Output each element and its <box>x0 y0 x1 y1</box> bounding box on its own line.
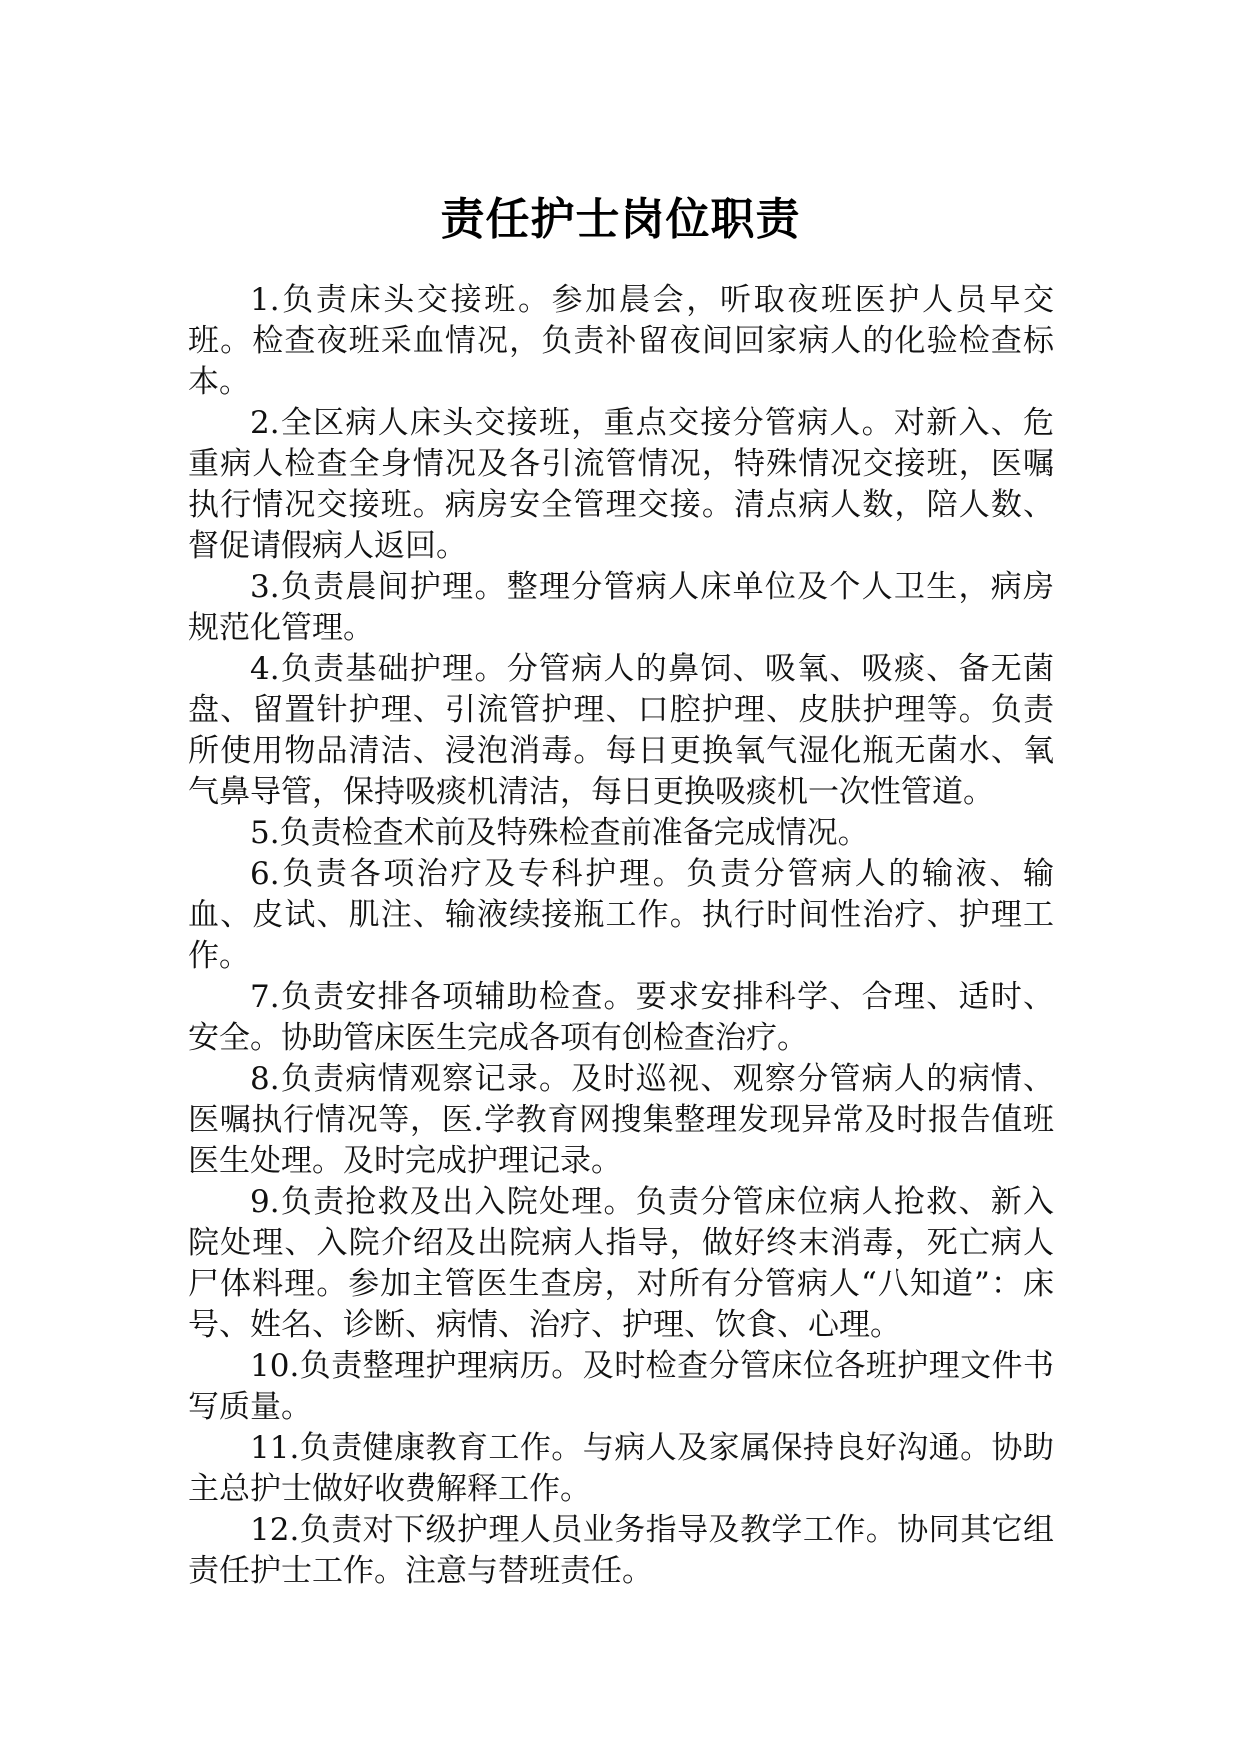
duty-item-7: 7.负责安排各项辅助检查。要求安排科学、合理、适时、安全。协助管床医生完成各项有创检查治疗。 <box>188 979 1054 1056</box>
duty-item-8: 8.负责病情观察记录。及时巡视、观察分管病人的病情、医嘱执行情况等，医.学教育网搜集整理发现异常及时报告值班医生处理。及时完成护理记录。 <box>188 1061 1054 1179</box>
duty-item-6: 6.负责各项治疗及专科护理。负责分管病人的输液、输血、皮试、肌注、输液续接瓶工作。执行时间性治疗、护理工作。 <box>188 856 1054 974</box>
duty-item-9: 9.负责抢救及出入院处理。负责分管床位病人抢救、新入院处理、入院介绍及出院病人指导，做好终末消毒，死亡病人尸体料理。参加主管医生查房，对所有分管病人“八知道”：床号、姓名、诊断、病情、治疗、护理、饮食、心理。 <box>188 1184 1054 1343</box>
duty-item-2: 2.全区病人床头交接班，重点交接分管病人。对新入、危重病人检查全身情况及各引流管情况，特殊情况交接班，医嘱执行情况交接班。病房安全管理交接。清点病人数，陪人数、督促请假病人返回。 <box>188 405 1054 564</box>
duty-item-3: 3.负责晨间护理。整理分管病人床单位及个人卫生，病房规范化管理。 <box>188 569 1054 646</box>
duty-item-5: 5.负责检查术前及特殊检查前准备完成情况。 <box>250 815 869 851</box>
duty-item-10: 10.负责整理护理病历。及时检查分管床位各班护理文件书写质量。 <box>188 1348 1054 1425</box>
duty-item-1: 1.负责床头交接班。参加晨会，听取夜班医护人员早交班。检查夜班采血情况，负责补留夜间回家病人的化验检查标本。 <box>188 282 1054 400</box>
document-title: 责任护士岗位职责 <box>440 194 801 245</box>
duty-item-11: 11.负责健康教育工作。与病人及家属保持良好沟通。协助主总护士做好收费解释工作。 <box>188 1430 1054 1507</box>
duty-item-12: 12.负责对下级护理人员业务指导及教学工作。协同其它组责任护士工作。注意与替班责任。 <box>188 1512 1054 1589</box>
duty-item-4: 4.负责基础护理。分管病人的鼻饲、吸氧、吸痰、备无菌盘、留置针护理、引流管护理、口腔护理、皮肤护理等。负责所使用物品清洁、浸泡消毒。每日更换氧气湿化瓶无菌水、氧气鼻导管，保持吸痰机清洁，每日更换吸痰机一次性管道。 <box>188 651 1054 810</box>
document-body <box>188 280 1054 1592</box>
